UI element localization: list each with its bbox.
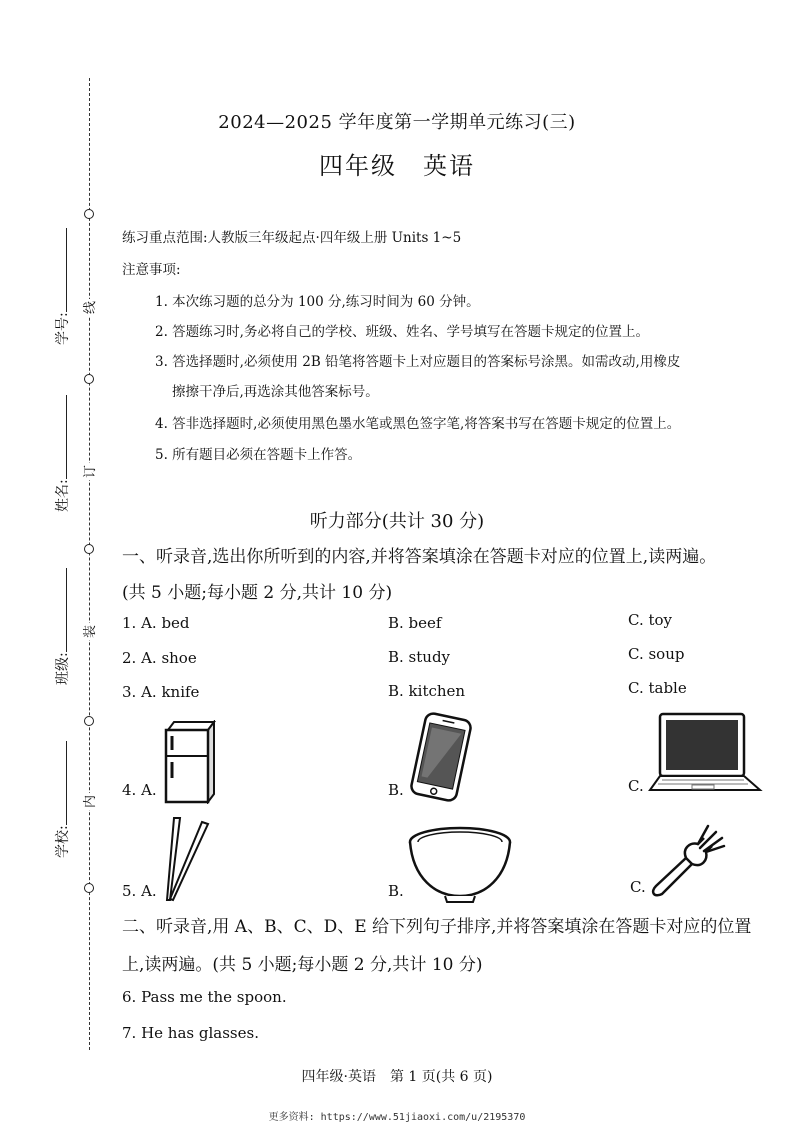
exam-subject: 四年级 英语 <box>319 152 475 180</box>
q1-option-c: C. toy <box>628 611 673 629</box>
notice-item: 4. 答非选择题时,必须使用黑色墨水笔或黑色签字笔,将答案书写在答题卡规定的位置上。 <box>155 416 681 432</box>
sentence-6: 6. Pass me the spoon. <box>122 988 287 1006</box>
q3-option-b: B. kitchen <box>388 682 466 700</box>
notice-item: 1. 本次练习题的总分为 100 分,练习时间为 60 分钟。 <box>155 294 480 310</box>
page-footer: 四年级·英语 第 1 页(共 6 页) <box>301 1069 493 1085</box>
fridge-icon <box>160 720 220 804</box>
class-field: 班级: <box>52 545 72 685</box>
part1-instruction: 一、听录音,选出你所听到的内容,并将答案填涂在答题卡对应的位置上,读两遍。 <box>122 547 717 567</box>
laptop-icon <box>648 710 764 800</box>
q2-option-b: B. study <box>388 648 451 666</box>
q4-option-c-label: C. <box>628 777 644 795</box>
q3-option-a: 3. A. knife <box>122 683 200 701</box>
binding-mark-xian: 线 <box>79 299 98 316</box>
q5-option-a-label: 5. A. <box>122 882 157 900</box>
part1-points: (共 5 小题;每小题 2 分,共计 10 分) <box>122 583 393 603</box>
binding-hole <box>84 716 94 726</box>
phone-icon <box>402 712 480 802</box>
q5-option-b-label: B. <box>388 882 404 900</box>
chopsticks-icon <box>160 816 214 902</box>
sentence-7: 7. He has glasses. <box>122 1024 259 1042</box>
binding-hole <box>84 544 94 554</box>
q1-option-a: 1. A. bed <box>122 614 190 632</box>
binding-mark-zhuang: 装 <box>79 623 98 640</box>
notice-item: 2. 答题练习时,务必将自己的学校、班级、姓名、学号填写在答题卡规定的位置上。 <box>155 324 649 340</box>
notice-label: 注意事项: <box>122 262 181 278</box>
resource-credit: 更多资料: https://www.51jiaoxi.com/u/2195370 <box>268 1112 526 1123</box>
q4-option-a-label: 4. A. <box>122 781 157 799</box>
q2-option-c: C. soup <box>628 645 685 663</box>
notice-item: 5. 所有题目必须在答题卡上作答。 <box>155 447 362 463</box>
binding-dashed-line <box>89 78 90 1050</box>
practice-scope: 练习重点范围:人教版三年级起点·四年级上册 Units 1~5 <box>122 230 462 246</box>
q5-option-c-label: C. <box>630 878 646 896</box>
notice-item: 3. 答选择题时,必须使用 2B 铅笔将答题卡上对应题目的答案标号涂黑。如需改动,用橡皮 <box>155 354 681 370</box>
exam-title: 2024—2025 学年度第一学期单元练习(三) <box>218 112 576 133</box>
binding-mark-ding: 订 <box>79 463 98 480</box>
binding-hole <box>84 883 94 893</box>
binding-hole <box>84 209 94 219</box>
q3-option-c: C. table <box>628 679 687 697</box>
listening-section-heading: 听力部分(共计 30 分) <box>309 511 485 532</box>
q2-option-a: 2. A. shoe <box>122 649 197 667</box>
name-field: 姓名: <box>52 372 72 512</box>
notice-item: 擦擦干净后,再选涂其他答案标号。 <box>172 384 379 400</box>
bowl-icon <box>405 822 515 906</box>
binding-hole <box>84 374 94 384</box>
part2-points: 上,读两遍。(共 5 小题;每小题 2 分,共计 10 分) <box>122 955 483 975</box>
binding-mark-nei: 内 <box>79 793 98 810</box>
part2-instruction: 二、听录音,用 A、B、C、D、E 给下列句子排序,并将答案填涂在答题卡对应的位置 <box>122 917 752 937</box>
fork-icon <box>646 818 732 900</box>
student-number-field: 学号: <box>52 205 72 345</box>
q1-option-b: B. beef <box>388 614 442 632</box>
q4-option-b-label: B. <box>388 781 404 799</box>
school-field: 学校: <box>52 718 72 858</box>
